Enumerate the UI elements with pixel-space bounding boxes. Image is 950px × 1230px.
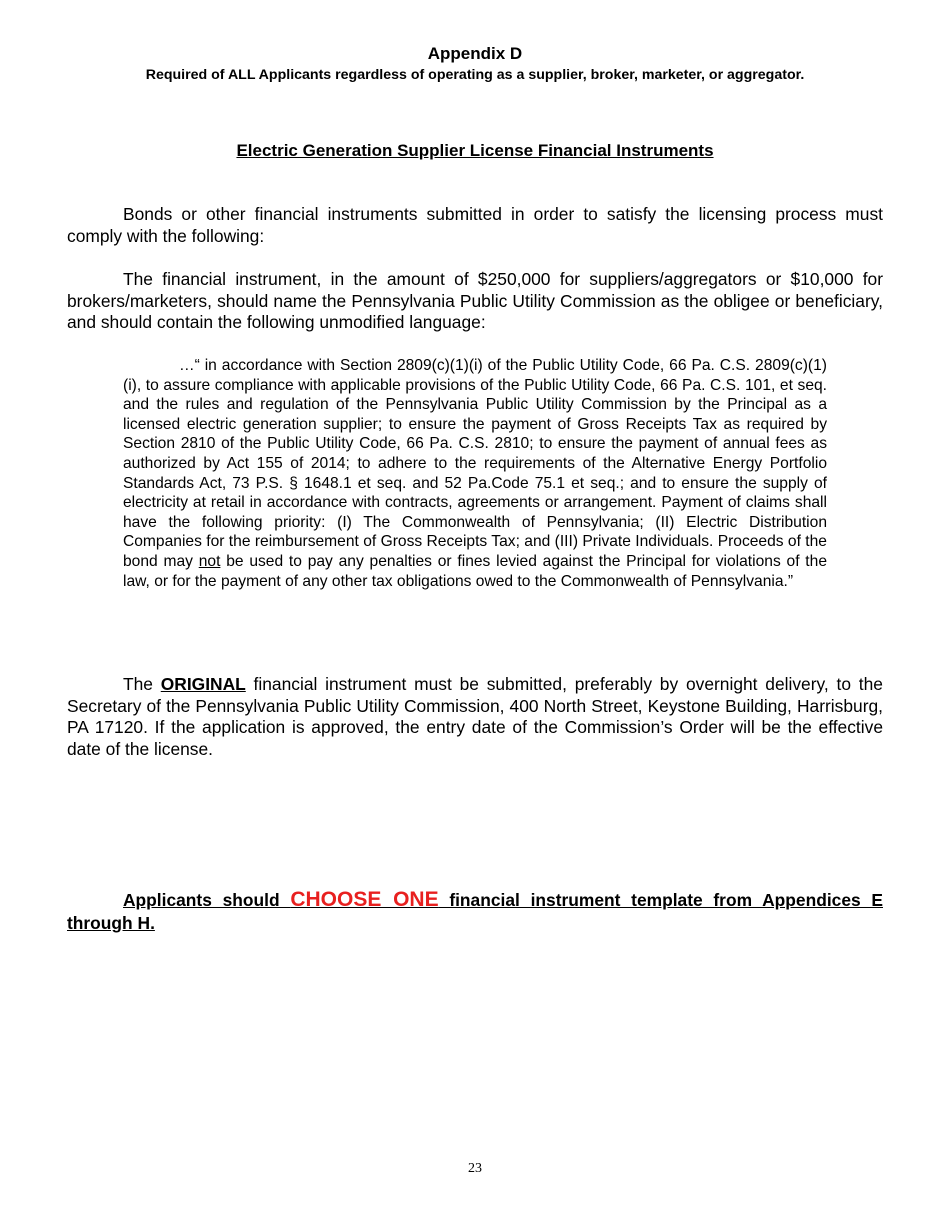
appendix-subtitle: Required of ALL Applicants regardless of operating as a supplier, broker, marketer, or aggregator. — [145, 67, 805, 83]
choose-one-highlight: CHOOSE ONE — [290, 888, 439, 911]
closing-rest: financial instrument template from Appendices E through H. — [67, 890, 883, 933]
paragraph-original-rest: financial instrument must be submitted, preferably by overnight delivery, to the Secretary of the Pennsylvania Public Utility Commission, 400 North Street, Keystone Building, Harrisburg, PA 17120. If the application is approved, the entry date of the Commission’s Order will be the effective date of the license. — [67, 674, 883, 759]
quote-text-part1: …“ in accordance with Section 2809(c)(1)(i) of the Public Utility Code, 66 Pa. C.S. 2809(c)(1)(i), to assure compliance with applicable provisions of the Public Utility Code, 66 Pa. C.S. 101, et seq. and the rules and regulation of the Pennsylvania Public Utility Commission by the Principal as a licensed electric generation supplier; to ensure the payment of Gross Receipts Tax as required by Section 2810 of the Public Utility Code, 66 Pa. C.S. 2810; to ensure the payment of annual fees as authorized by Act 155 of 2014; to adhere to the requirements of the Alternative Energy Portfolio Standards Act, 73 P.S. § 1648.1 et seq. and 52 Pa.Code 75.1 et seq.; and to ensure the supply of electricity at retail in accordance with contracts, agreements or arrangement. Payment of claims shall have the following priority: (I) The Commonwealth of Pennsylvania; (II) Electric Distribution Companies for the reimbursement of Gross Receipts Tax; and (III) Private Individuals. Proceeds of the bond may — [123, 357, 827, 570]
original-emphasis: ORIGINAL — [160, 674, 246, 694]
quote-text-part2: be used to pay any penalties or fines levied against the Principal for violations of the law, or for the payment of any other tax obligations owed to the Commonwealth of Pennsylvania.” — [123, 552, 827, 590]
paragraph-amount: The financial instrument, in the amount of $250,000 for suppliers/aggregators or $10,000 for brokers/marketers, should name the Pennsylvania Public Utility Commission as the obligee or beneficiary, and should contain the following unmodified language: — [67, 269, 883, 332]
required-language-quote — [123, 356, 827, 591]
appendix-title: Appendix D — [427, 44, 523, 63]
paragraph-original-lead: The — [123, 674, 161, 694]
quote-emphasis-not: not — [198, 552, 221, 570]
closing-lead: Applicants should — [123, 890, 291, 910]
page-number: 23 — [468, 1161, 482, 1176]
section-title: Electric Generation Supplier License Financial Instruments — [236, 141, 714, 160]
paragraph-original-submission — [67, 674, 883, 760]
paragraph-intro: Bonds or other financial instruments submitted in order to satisfy the licensing process must comply with the following: — [67, 204, 883, 246]
closing-instruction — [67, 888, 883, 935]
